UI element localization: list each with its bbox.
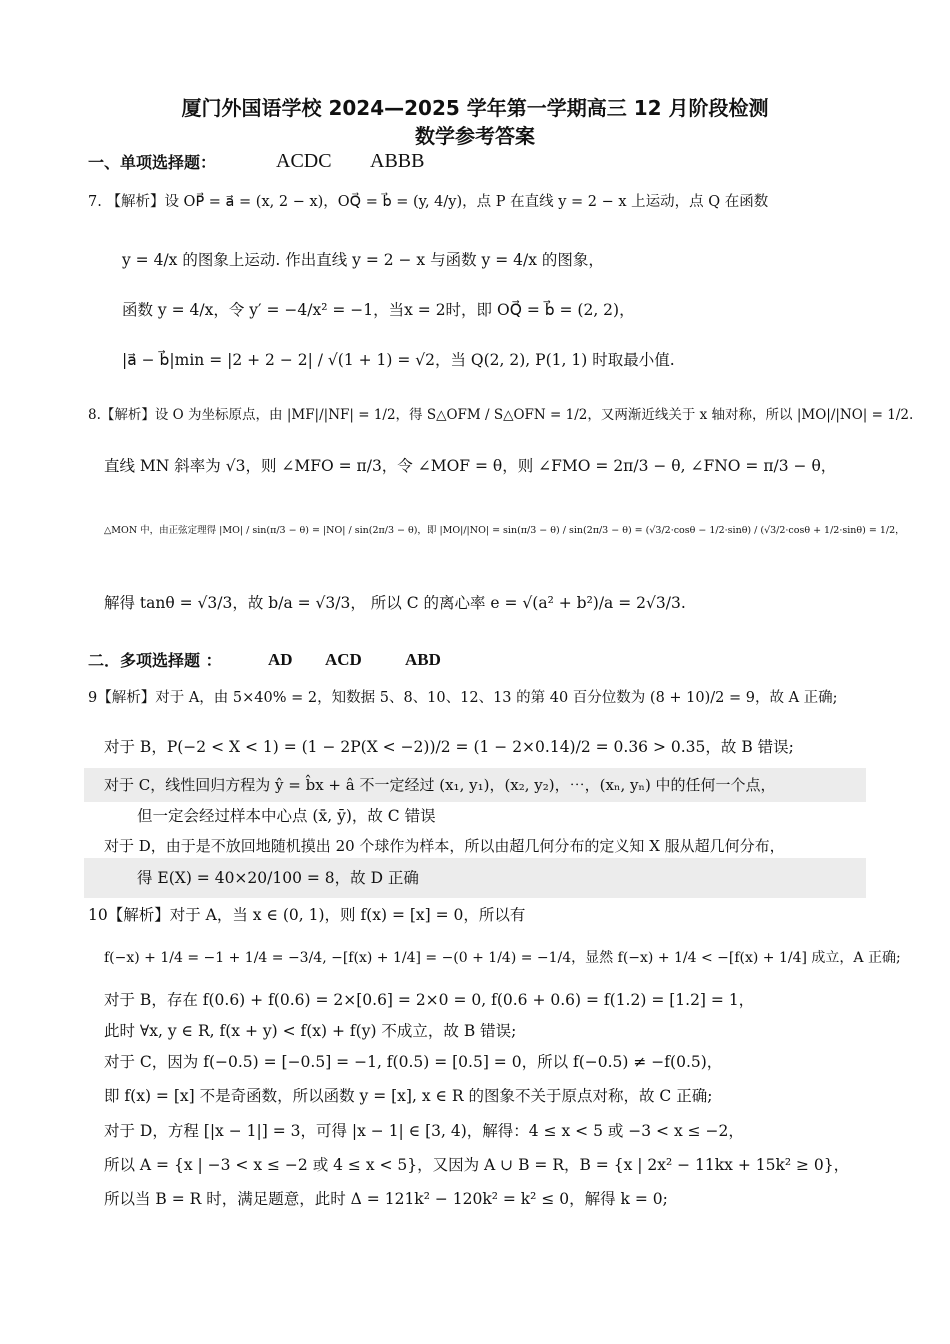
page-title: 厦门外国语学校 2024—2025 学年第一学期高三 12 月阶段检测 (181, 96, 769, 120)
q8-line-3: △MON 中，由正弦定理得 |MO| / sin(π/3 − θ) = |NO| / sin(2π/3 − θ)，即 |MO|/|NO| = sin(π/3 − θ) / sin(2π/3 − θ) = (√3/2·cosθ − 1/2·sinθ) / (√3/2·cosθ + 1/2·sinθ) = 1/2， (104, 525, 905, 536)
section2-answer-3: ABD (405, 650, 441, 669)
section2-answer-2: ACD (325, 650, 362, 669)
q8-line-4: 解得 tanθ = √3/3，故 b/a = √3/3， 所以 C 的离心率 e = √(a² + b²)/a = 2√3/3. (104, 594, 686, 612)
section2-heading: 二．多项选择题 ： (88, 651, 222, 670)
q10-line-3: 对于 B，存在 f(0.6) + f(0.6) = 2×[0.6] = 2×0 = 0, f(0.6 + 0.6) = f(1.2) = [1.2] = 1， (104, 991, 755, 1009)
q10-line-2: f(−x) + 1/4 = −1 + 1/4 = −3/4, −[f(x) + 1/4] = −(0 + 1/4) = −1/4，显然 f(−x) + 1/4 < −[f(x) + 1/4] 成立，A 正确; (104, 950, 901, 966)
q9-line-5: 对于 D，由于是不放回地随机摸出 20 个球作为样本，所以由超几何分布的定义知 X 服从超几何分布， (104, 837, 785, 855)
q10-line-9: 所以当 B = R 时，满足题意，此时 Δ = 121k² − 120k² = k² ≤ 0，解得 k = 0; (104, 1190, 668, 1208)
q7-line-4: |a⃗ − b⃗|min = |2 + 2 − 2| / √(1 + 1) = √2，当 Q(2, 2), P(1, 1) 时取最小值. (122, 351, 675, 369)
section1-answers-b: ABBB (370, 150, 425, 172)
q9-line-6: 得 E(X) = 40×20/100 = 8，故 D 正确 (137, 869, 419, 887)
q10-line-8: 所以 A = {x | −3 < x ≤ −2 或 4 ≤ x < 5}，又因为 A ∪ B = R，B = {x | 2x² − 11kx + 15k² ≥ 0}， (104, 1156, 850, 1174)
q9-line-4: 但一定会经过样本中心点 (x̄, ȳ)，故 C 错误 (137, 807, 436, 825)
section1-heading: 一、单项选择题： (88, 153, 217, 172)
q9-line-1: 9【解析】对于 A，由 5×40% = 2，知数据 5、8、10、12、13 的第 40 百分位数为 (8 + 10)/2 = 9，故 A 正确; (88, 690, 838, 706)
q10-line-7: 对于 D，方程 [|x − 1|] = 3，可得 |x − 1| ∈ [3, 4)，解得：4 ≤ x < 5 或 −3 < x ≤ −2， (104, 1122, 744, 1140)
page-subtitle: 数学参考答案 (415, 124, 535, 148)
q7-line-2: y = 4/x 的图象上运动. 作出直线 y = 2 − x 与函数 y = 4/x 的图象， (122, 251, 604, 269)
q10-line-1: 10【解析】对于 A，当 x ∈ (0, 1)，则 f(x) = [x] = 0，所以有 (88, 906, 526, 924)
q10-line-4: 此时 ∀x, y ∈ R, f(x + y) < f(x) + f(y) 不成立，故 B 错误; (104, 1022, 517, 1040)
q10-line-5: 对于 C，因为 f(−0.5) = [−0.5] = −1, f(0.5) = [0.5] = 0，所以 f(−0.5) ≠ −f(0.5)， (104, 1053, 723, 1071)
q9-line-2: 对于 B，P(−2 < X < 1) = (1 − 2P(X < −2))/2 = (1 − 2×0.14)/2 = 0.36 > 0.35，故 B 错误; (104, 738, 794, 756)
section2-answer-1: AD (268, 650, 293, 669)
section1-answers-a: ACDC (276, 150, 332, 172)
q7-line-3: 函数 y = 4/x，令 y′ = −4/x² = −1，当x = 2时，即 OQ⃗ = b⃗ = (2, 2)， (122, 301, 635, 319)
q7-line-1: 7. 【解析】设 OP⃗ = a⃗ = (x, 2 − x)，OQ⃗ = b⃗ = (y, 4/y)，点 P 在直线 y = 2 − x 上运动，点 Q 在函数 (88, 194, 769, 210)
q8-line-2: 直线 MN 斜率为 √3，则 ∠MFO = π/3，令 ∠MOF = θ，则 ∠FMO = 2π/3 − θ, ∠FNO = π/3 − θ， (104, 457, 837, 475)
q9-line-3: 对于 C，线性回归方程为 ŷ = b̂x + â 不一定经过 (x₁, y₁)，(x₂, y₂)，⋯，(xₙ, yₙ) 中的任何一个点， (104, 776, 776, 794)
q8-line-1: 8.【解析】设 O 为坐标原点，由 |MF|/|NF| = 1/2，得 S△OFM / S△OFN = 1/2，又两渐近线关于 x 轴对称，所以 |MO|/|NO| = 1/2. (88, 407, 914, 423)
q10-line-6: 即 f(x) = [x] 不是奇函数，所以函数 y = [x], x ∈ R 的图象不关于原点对称，故 C 正确; (104, 1087, 713, 1105)
